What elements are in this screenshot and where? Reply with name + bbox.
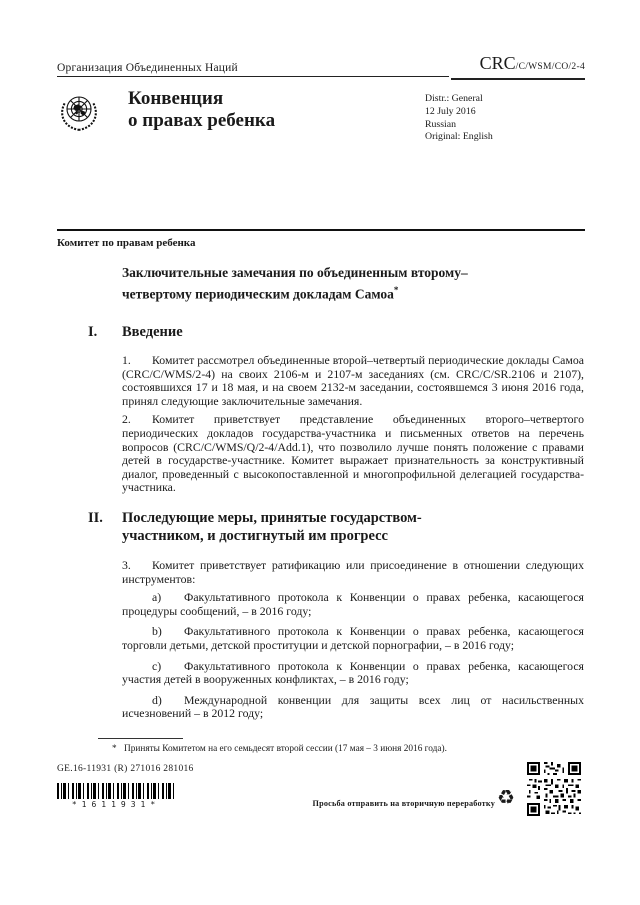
- document-title: Заключительные замечания по объединенным второму–четвертому периодическим докладам Самоа*: [122, 265, 468, 301]
- paragraph-number: 1.: [122, 353, 131, 367]
- publication-title-line2: о правах ребенка: [128, 110, 276, 131]
- list-item-b: [122, 625, 584, 652]
- item-text: Международной конвенции для защиты всех лиц от насильственных исчезновений – в 2012 году;: [122, 692, 584, 721]
- org-name: Организация Объединенных Наций: [57, 62, 238, 74]
- section-heading-follow-up: [88, 509, 584, 546]
- barcode: [57, 783, 175, 799]
- footnote-marker: *: [112, 744, 117, 754]
- qr-code-icon: [527, 762, 581, 816]
- footnote-text: Приняты Комитетом на его семьдесят второй сессии (17 мая – 3 июня 2016 года).: [124, 744, 447, 754]
- header-rule-right: [451, 78, 585, 80]
- distribution-block: [425, 93, 493, 144]
- section-numeral: I.: [88, 323, 98, 340]
- doc-symbol: CRC/C/WSM/CO/2-4: [479, 53, 585, 73]
- list-item-a: [122, 591, 584, 618]
- item-letter: d): [152, 692, 162, 707]
- paragraph-1: [122, 354, 584, 408]
- language-line: Russian: [425, 118, 457, 130]
- document-body: [88, 264, 584, 728]
- list-item-d: [122, 694, 584, 721]
- footnote-rule: [98, 738, 183, 739]
- paragraph-3: [122, 559, 584, 586]
- ge-number: GE.16-11931 (R) 271016 281016: [57, 764, 194, 774]
- paragraph-text: Комитет приветствует ратификацию или присоединение в отношении следующих инструментов:: [122, 557, 584, 586]
- section-heading-introduction: [88, 323, 584, 342]
- item-letter: c): [152, 658, 162, 673]
- item-text: Факультативного протокола к Конвенции о правах ребенка, касающегося участия детей в вооруженных конфликтах, – в 2016 году;: [122, 658, 584, 687]
- paragraph-number: 2.: [122, 412, 131, 427]
- section-divider-rule: [57, 229, 585, 231]
- publication-title-line1: Конвенция: [128, 88, 224, 109]
- original-line: Original: English: [425, 131, 493, 143]
- header-row: [57, 53, 585, 74]
- date-line: 12 July 2016: [425, 105, 476, 117]
- item-text: Факультативного протокола к Конвенции о правах ребенка, касающегося процедуры сообщений, – в 2016 году;: [122, 590, 584, 618]
- section-numeral: II.: [88, 509, 103, 526]
- distr-line: Distr.: General: [425, 93, 483, 104]
- footnote: [112, 744, 532, 756]
- header-rule-left: [57, 76, 449, 77]
- recycle-notice: Просьба отправить на вторичную переработку: [312, 799, 495, 808]
- item-letter: a): [152, 590, 162, 605]
- section-heading-text: Введение: [122, 323, 183, 340]
- un-emblem-icon: [55, 84, 103, 142]
- title-footnote-marker: *: [393, 284, 399, 295]
- barcode-text: *1611931*: [71, 800, 161, 809]
- section-heading-text: Последующие меры, принятые государством-участником, и достигнутый им прогресс: [122, 509, 422, 545]
- paragraph-number: 3.: [122, 557, 131, 572]
- item-letter: b): [152, 624, 162, 639]
- paragraph-2: [122, 413, 584, 495]
- publication-title: [128, 88, 275, 132]
- committee-name: Комитет по правам ребенка: [57, 237, 196, 249]
- paragraph-text: Комитет приветствует представление объединенных второго–четвертого периодических докладов государства-участника и письменных ответов на перечень вопросов (CRC/C/WMS/Q/2-4/Add.1), что позволило лучше понять положение с правами детей в государстве-участнике. Комитет выражает признательность за конструктивный диалог, проведенный с высокопоставленной и многопрофильной делегацией государства-участника.: [122, 412, 584, 495]
- list-item-c: [122, 660, 584, 687]
- item-text: Факультативного протокола к Конвенции о правах ребенка, касающегося торговли детьми, детской проституции и детской порнографии, – в 2016 году;: [122, 624, 584, 652]
- recycle-icon: ♻: [497, 785, 515, 809]
- paragraph-text: Комитет рассмотрел объединенные второй–четвертый периодические доклады Самоа (CRC/C/WMS/2-4) на своих 2106-м и 2107-м заседаниях (см. CRC/C/SR.2106 и 2107), состоявшихся 17 и 18 мая, и на своем 2132-м заседании, состоявшемся 3 июня 2016 года, принял следующие заключительные замечания.: [122, 353, 584, 408]
- doc-symbol-suffix: /C/WSM/CO/2-4: [515, 62, 585, 72]
